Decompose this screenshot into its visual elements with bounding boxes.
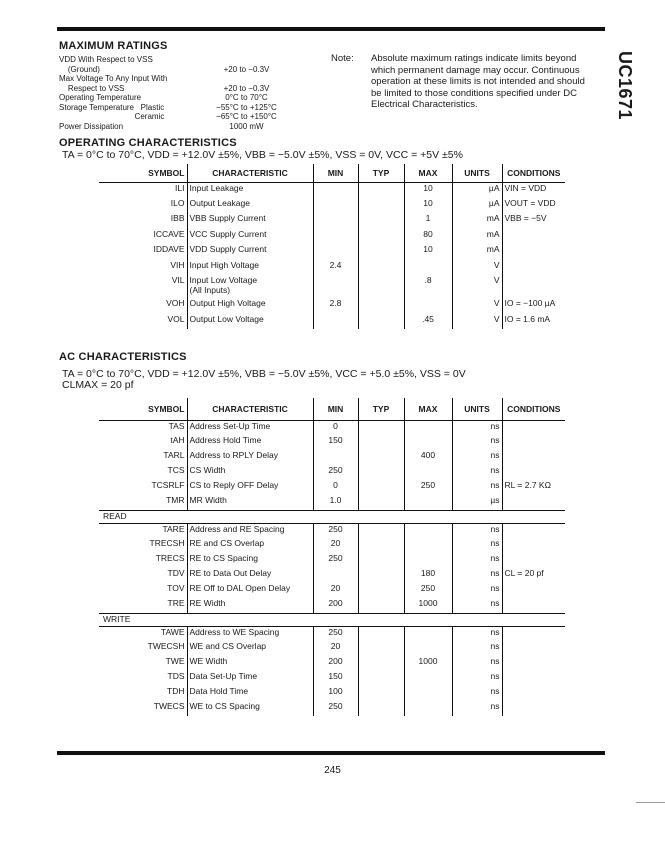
min-cell [313, 213, 358, 229]
table-row [99, 480, 565, 495]
table-row [99, 314, 565, 330]
symbol-cell: TMR [166, 495, 185, 505]
typ-cell [358, 553, 404, 568]
units-cell: ns [452, 686, 502, 701]
table-row [99, 686, 565, 701]
operating-conditions: TA = 0°C to 70°C, VDD = +12.0V ±5%, VBB = −5.0V ±5%, VSS = 0V, VCC = +5V ±5% [62, 149, 463, 161]
characteristic-cell: WE to CS Spacing [187, 701, 313, 716]
conditions-cell [502, 538, 565, 553]
ac-col-symbol: SYMBOL [99, 398, 187, 420]
typ-cell [358, 641, 404, 656]
max-cell: 1000 [404, 656, 452, 671]
typ-cell [358, 583, 404, 598]
ac-col-units: UNITS [452, 398, 502, 420]
symbol-cell: TOV [167, 583, 185, 593]
note-line: operation at these limits is not intended and should [371, 76, 585, 87]
characteristic-cell: RE Width [187, 598, 313, 613]
ac-col-conditions: CONDITIONS [502, 398, 565, 420]
max-cell [404, 641, 452, 656]
characteristic-text: Output Low Voltage [189, 313, 264, 324]
min-cell [313, 198, 358, 214]
typ-cell [358, 671, 404, 686]
characteristic-cell [187, 229, 313, 245]
note-line: be limited to those conditions specified under DC [371, 87, 577, 99]
max-cell: 1000 [404, 598, 452, 613]
min-cell: 250 [313, 523, 358, 538]
max-cell: 10 [404, 198, 452, 214]
ac-col-min: MIN [313, 398, 358, 420]
corner-mark [636, 802, 665, 803]
characteristic-cell [187, 213, 313, 229]
table-row [99, 523, 565, 538]
conditions-cell [502, 598, 565, 613]
characteristic-text: Input Leakage [189, 182, 244, 193]
ac-col-typ: TYP [358, 398, 404, 420]
symbol-cell: VOH [166, 298, 185, 308]
min-cell [313, 275, 358, 298]
typ-cell [358, 213, 404, 229]
max-cell [404, 701, 452, 716]
typ-cell [358, 275, 404, 298]
table-row [99, 450, 565, 465]
characteristic-cell: WE Width [187, 656, 313, 671]
ac-conditions-load: CLMAX = 20 pf [62, 379, 134, 391]
units-cell: mA [452, 213, 502, 229]
min-cell: 250 [313, 465, 358, 480]
note-text [371, 53, 597, 111]
typ-cell [358, 626, 404, 641]
units-cell: V [452, 298, 502, 314]
conditions-cell [502, 686, 565, 701]
characteristic-cell: Data Set-Up Time [187, 671, 313, 686]
operating-title: OPERATING CHARACTERISTICS [59, 137, 237, 149]
conditions-cell [502, 641, 565, 656]
max-cell: .8 [404, 275, 452, 298]
table-row [99, 656, 565, 671]
min-cell: 150 [313, 671, 358, 686]
max-cell: .45 [404, 314, 452, 330]
note-line: Electrical Characteristics. [371, 99, 478, 110]
rating-row [59, 65, 304, 75]
min-cell [313, 244, 358, 260]
table-row [99, 671, 565, 686]
symbol-cell: ILI [175, 182, 185, 193]
characteristic-cell [187, 298, 313, 314]
page-number: 245 [324, 765, 341, 776]
rating-row [59, 122, 304, 132]
max-cell: 10 [404, 182, 452, 198]
typ-cell [358, 229, 404, 245]
units-cell: mA [452, 229, 502, 245]
characteristic-cell: Data Hold Time [187, 686, 313, 701]
min-cell: 2.8 [313, 298, 358, 314]
rating-value: 1000 mW [229, 121, 264, 131]
max-cell: 1 [404, 213, 452, 229]
units-cell: mA [452, 244, 502, 260]
characteristic-cell: Address and RE Spacing [187, 523, 313, 538]
units-cell: ns [452, 523, 502, 538]
units-cell: ns [452, 553, 502, 568]
symbol-cell: TWE [165, 656, 185, 666]
characteristic-text: Output Leakage [189, 197, 250, 208]
min-cell [313, 314, 358, 330]
units-cell: µA [452, 182, 502, 198]
min-cell: 20 [313, 538, 358, 553]
max-cell [404, 465, 452, 480]
min-cell: 250 [313, 626, 358, 641]
units-cell: V [452, 260, 502, 276]
characteristic-cell: CS Width [187, 465, 313, 480]
units-cell: ns [452, 538, 502, 553]
characteristic-cell: RE to CS Spacing [187, 553, 313, 568]
min-cell: 150 [313, 435, 358, 450]
col-conditions: CONDITIONS [502, 164, 565, 182]
rating-row [59, 112, 304, 122]
min-cell: 250 [313, 701, 358, 716]
symbol-cell: VOL [167, 313, 185, 324]
table-row [99, 298, 565, 314]
conditions-cell [502, 523, 565, 538]
rating-label: Power Dissipation [59, 121, 124, 131]
units-cell: ns [452, 480, 502, 495]
ac-table [99, 398, 565, 716]
rating-value: −65°C to +150°C [216, 112, 277, 121]
note-line: Absolute maximum ratings indicate limits beyond [371, 53, 577, 64]
col-symbol: SYMBOL [99, 164, 187, 182]
conditions-cell [502, 275, 565, 298]
max-cell: 250 [404, 480, 452, 495]
units-cell: ns [452, 568, 502, 583]
conditions-cell [502, 626, 565, 641]
rating-value [209, 55, 284, 65]
units-cell: µs [452, 495, 502, 510]
min-cell: 200 [313, 656, 358, 671]
rating-label: Operating Temperature [59, 93, 142, 102]
max-cell: 10 [404, 244, 452, 260]
max-cell: 80 [404, 229, 452, 245]
col-units: UNITS [452, 164, 502, 182]
max-cell [404, 671, 452, 686]
characteristic-text: Output High Voltage [189, 298, 266, 308]
bottom-rule [57, 751, 605, 755]
symbol-cell: TRECS [155, 553, 185, 563]
typ-cell [358, 182, 404, 198]
max-cell: 180 [404, 568, 452, 583]
rating-row [59, 93, 304, 103]
characteristic-text: VDD Supply Current [189, 244, 267, 254]
characteristic-cell: MR Width [187, 495, 313, 510]
table-row [99, 260, 565, 276]
symbol-cell: TDS [167, 671, 185, 681]
min-cell: 200 [313, 598, 358, 613]
rating-value [209, 74, 284, 84]
units-cell: ns [452, 626, 502, 641]
typ-cell [358, 465, 404, 480]
typ-cell [358, 656, 404, 671]
min-cell: 20 [313, 583, 358, 598]
min-cell: 20 [313, 641, 358, 656]
rating-row [59, 84, 304, 94]
conditions-cell [502, 656, 565, 671]
min-cell: 1.0 [313, 495, 358, 510]
symbol-cell: TWECS [153, 701, 185, 711]
col-min: MIN [313, 164, 358, 182]
characteristic-cell [187, 244, 313, 260]
units-cell: ns [452, 450, 502, 465]
symbol-cell: TRECSH [149, 538, 185, 548]
units-cell: µA [452, 198, 502, 214]
conditions-cell [502, 229, 565, 245]
characteristic-cell [187, 198, 313, 214]
conditions-cell [502, 553, 565, 568]
max-cell [404, 495, 452, 510]
symbol-cell: IDDAVE [153, 244, 185, 254]
units-cell: ns [452, 701, 502, 716]
section-label: WRITE [99, 613, 565, 626]
rating-label: Storage Temperature Plastic [59, 102, 165, 112]
typ-cell [358, 244, 404, 260]
table-row [99, 701, 565, 716]
conditions-cell: CL = 20 pf [502, 568, 565, 583]
symbol-cell: IBB [170, 213, 185, 223]
characteristic-cell: Address to RPLY Delay [187, 450, 313, 465]
typ-cell [358, 538, 404, 553]
conditions-cell [502, 701, 565, 716]
ac-title: AC CHARACTERISTICS [59, 351, 187, 363]
top-rule [57, 27, 605, 31]
conditions-cell [502, 244, 565, 260]
table-row [99, 465, 565, 480]
rating-label: Max Voltage To Any Input With [59, 74, 168, 83]
characteristic-cell [187, 275, 313, 298]
table-row [99, 641, 565, 656]
typ-cell [358, 450, 404, 465]
symbol-cell: TAWE [160, 626, 185, 637]
rating-label: Respect to VSS [59, 83, 125, 93]
rating-value: +20 to −0.3V [223, 83, 270, 93]
max-cell [404, 686, 452, 701]
rating-label: (Ground) [59, 64, 100, 74]
rating-label: VDD With Respect to VSS [59, 55, 153, 64]
table-row [99, 229, 565, 245]
characteristic-cell: Address Hold Time [187, 435, 313, 450]
max-cell: 400 [404, 450, 452, 465]
rating-value: 0°C to 70°C [225, 93, 268, 102]
symbol-cell: TARE [162, 523, 185, 534]
units-cell: ns [452, 420, 502, 435]
symbol-cell: TRE [167, 598, 185, 608]
characteristic-text: VBB Supply Current [189, 213, 266, 223]
typ-cell [358, 260, 404, 276]
typ-cell [358, 598, 404, 613]
units-cell: V [452, 314, 502, 330]
conditions-cell: RL = 2.7 KΩ [502, 480, 565, 495]
max-cell [404, 538, 452, 553]
characteristic-cell [187, 314, 313, 330]
typ-cell [358, 198, 404, 214]
conditions-cell [502, 450, 565, 465]
symbol-cell: TCSRLF [151, 480, 185, 490]
conditions-cell [502, 435, 565, 450]
max-ratings-list [59, 55, 304, 131]
characteristic-text: Input High Voltage [189, 259, 259, 270]
max-cell [404, 553, 452, 568]
table-row [99, 583, 565, 598]
symbol-cell: ICCAVE [153, 228, 185, 239]
symbol-cell: TDH [167, 686, 185, 696]
typ-cell [358, 495, 404, 510]
symbol-cell: TARL [163, 450, 185, 460]
characteristic-cell: CS to Reply OFF Delay [187, 480, 313, 495]
note-label: Note: [331, 53, 354, 64]
section-row [99, 613, 565, 626]
table-row [99, 420, 565, 435]
max-cell [404, 298, 452, 314]
max-cell: 250 [404, 583, 452, 598]
col-max: MAX [404, 164, 452, 182]
conditions-cell: VBB = −5V [502, 213, 565, 229]
symbol-cell: TAS [168, 420, 185, 431]
rating-value: −55°C to +125°C [216, 102, 277, 112]
units-cell: ns [452, 435, 502, 450]
min-cell: 250 [313, 553, 358, 568]
table-row [99, 626, 565, 641]
conditions-cell [502, 260, 565, 276]
min-cell: 100 [313, 686, 358, 701]
max-ratings-title: MAXIMUM RATINGS [59, 40, 168, 52]
symbol-cell: TCS [167, 465, 185, 475]
conditions-cell: VIN = VDD [502, 182, 565, 198]
characteristic-cell [187, 260, 313, 276]
operating-table [99, 164, 565, 329]
max-cell [404, 260, 452, 276]
typ-cell [358, 298, 404, 314]
min-cell [313, 229, 358, 245]
symbol-cell: VIH [170, 259, 185, 270]
characteristic-text: VCC Supply Current [189, 228, 267, 239]
typ-cell [358, 523, 404, 538]
typ-cell [358, 314, 404, 330]
rating-label: Ceramic [59, 112, 165, 121]
conditions-cell [502, 495, 565, 510]
symbol-cell: ILO [170, 197, 185, 208]
characteristic-subtext: (All Inputs) [189, 285, 231, 295]
min-cell: 0 [313, 420, 358, 435]
typ-cell [358, 686, 404, 701]
max-cell [404, 420, 452, 435]
conditions-cell: IO = 1.6 mA [502, 314, 565, 330]
symbol-cell: TDV [167, 568, 185, 578]
max-cell [404, 523, 452, 538]
table-row [99, 275, 565, 298]
symbol-cell: VIL [171, 275, 185, 285]
units-cell: ns [452, 641, 502, 656]
conditions-cell [502, 671, 565, 686]
units-cell: ns [452, 656, 502, 671]
min-cell [313, 568, 358, 583]
rating-row [59, 55, 304, 65]
table-row [99, 213, 565, 229]
units-cell: ns [452, 583, 502, 598]
max-cell [404, 435, 452, 450]
typ-cell [358, 435, 404, 450]
characteristic-text: Input Low Voltage [189, 275, 258, 285]
section-label: READ [99, 510, 565, 523]
table-row [99, 182, 565, 198]
conditions-cell: VOUT = VDD [502, 198, 565, 214]
table-row [99, 244, 565, 260]
units-cell: V [452, 275, 502, 298]
characteristic-cell: RE and CS Overlap [187, 538, 313, 553]
rating-row [59, 74, 304, 84]
conditions-cell: IO = −100 µA [502, 298, 565, 314]
characteristic-cell: Address to WE Spacing [187, 626, 313, 641]
typ-cell [358, 568, 404, 583]
characteristic-cell: RE to Data Out Delay [187, 568, 313, 583]
min-cell [313, 182, 358, 198]
units-cell: ns [452, 465, 502, 480]
symbol-cell: tAH [170, 435, 185, 445]
conditions-cell [502, 583, 565, 598]
rating-value: +20 to −0.3V [223, 64, 270, 74]
units-cell: ns [452, 671, 502, 686]
conditions-cell [502, 465, 565, 480]
ac-col-max: MAX [404, 398, 452, 420]
units-cell: ns [452, 598, 502, 613]
note-line: which permanent damage may occur. Continuous [371, 64, 580, 76]
table-row [99, 538, 565, 553]
min-cell [313, 450, 358, 465]
table-row [99, 495, 565, 510]
max-cell [404, 626, 452, 641]
table-row [99, 598, 565, 613]
characteristic-cell: RE Off to DAL Open Delay [187, 583, 313, 598]
table-row [99, 435, 565, 450]
characteristic-cell: WE and CS Overlap [187, 641, 313, 656]
table-row [99, 568, 565, 583]
section-row [99, 510, 565, 523]
ac-conditions: TA = 0°C to 70°C, VDD = +12.0V ±5%, VBB = −5.0V ±5%, VCC = +5.0 ±5%, VSS = 0V [62, 368, 466, 380]
conditions-cell [502, 420, 565, 435]
ac-col-characteristic: CHARACTERISTIC [187, 398, 313, 420]
col-typ: TYP [358, 164, 404, 182]
typ-cell [358, 420, 404, 435]
min-cell: 0 [313, 480, 358, 495]
table-row [99, 198, 565, 214]
min-cell: 2.4 [313, 260, 358, 276]
part-number-side-label: UC1671 [615, 50, 636, 120]
typ-cell [358, 480, 404, 495]
typ-cell [358, 701, 404, 716]
characteristic-cell [187, 182, 313, 198]
characteristic-cell: Address Set-Up Time [187, 420, 313, 435]
col-characteristic: CHARACTERISTIC [187, 164, 313, 182]
table-row [99, 553, 565, 568]
rating-row [59, 103, 304, 113]
symbol-cell: TWECSH [147, 641, 185, 651]
